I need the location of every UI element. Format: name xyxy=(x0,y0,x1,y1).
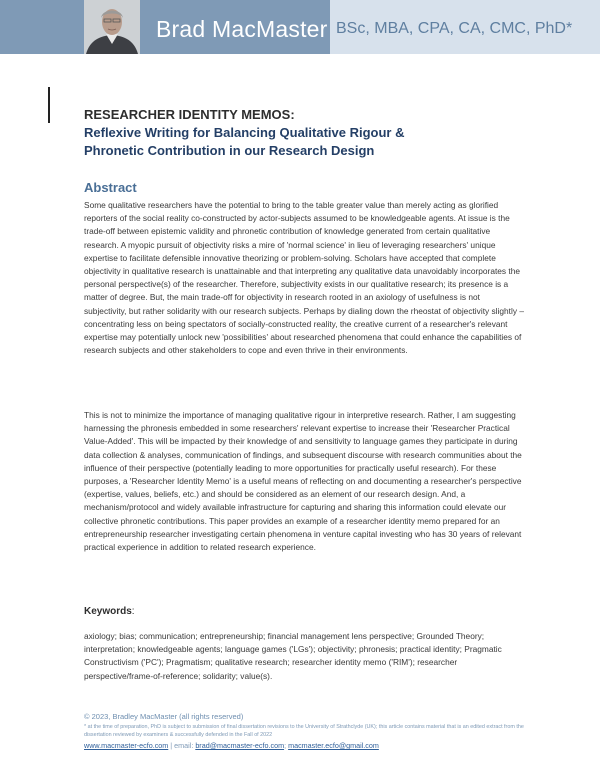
email-link-secondary[interactable]: macmaster.ecfo@gmail.com xyxy=(288,741,379,751)
contact-links xyxy=(84,741,524,751)
keywords-colon: : xyxy=(131,606,135,617)
header-name-band xyxy=(0,0,330,54)
title-subtitle-line-2: Phronetic Contribution in our Research Design xyxy=(84,143,375,158)
footnote: * at the time of preparation, PhD is subject to submission of final dissertation revisions to the University of Strathclyde (UK); this article contains material that is an edited extract from the dissertation reviewed by examiners & successfully defended in the Fall of 2022 xyxy=(84,724,524,739)
author-portrait-image xyxy=(84,0,140,54)
keywords-list: axiology; bias; communication; entrepreneurship; financial management lens perspective; Grounded Theory; interpretation; knowledgeable agents; language games ('LGs'); objectivity; phronesis; practical identity; Pragmatic Constructivism ('PC'); Pragmatism; qualitative research; researcher identity memo ('RIM'); researcher perspective/frame-of-reference; solidarity; value(s). xyxy=(84,631,502,681)
abstract-paragraph-1: Some qualitative researchers have the potential to bring to the table greater value than merely acting as glorified reporters of the social reality co-constructed by actor-subjects assumed to be knowledgeable agents. At issue is the trade-off between epistemic validity and phronetic contribution of knowledge generated from certain qualitative research. A myopic pursuit of objectivity risks a mire of 'normal science' in lieu of leveraging researchers' unique expertise to facilitate defensible innovative theorizing or problem-solving. Scholars have accepted that complete objectivity in qualitative research is unattainable and that interpreting any qualitative data unavoidably incorporates the personal perspective(s) of the researcher. Therefore, subjectivity exists in our qualitative research; its presence is a matter of degree. But, the main trade-off for objectivity in research rooted in an axiology of usefulness is not subjectivity, but rather solidarity with our research subjects. Perhaps by dialing down the rheostat of objectivity slightly – concentrating less on being spectators of socially-constructed reality, the creative current of a researcher's relevant expertise may potentially unlock new 'possibilities' about researched phenomena that could enhance the capabilities of research subjects and other stakeholders to cope and even thrive in their environments. xyxy=(84,200,524,356)
abstract-paragraph-2: This is not to minimize the importance of managing qualitative rigour in interpretive research. Rather, I am suggesting harnessing the phronesis embedded in some researchers' relevant expertise to increase their 'Researcher Practical Value-Added'. This will be impacted by their knowledge of and sensitivity to language games they participate in during data collection & analyses, communication of findings, and subsequent discourse with research communities about the influence of their perspective (potentially leading to more opportunities for practically useful research). For these purposes, a 'Researcher Identity Memo' is a useful means of reflecting on and documenting a researcher's perspective (expertise, values, beliefs, etc.) and should be considered as an element of our research design. And, a mechanism/protocol and widely available infrastructure for capturing and sharing this information could elevate our collective phronetic contributions. This paper provides an example of a researcher identity memo prepared for an entrepreneurship researcher investigating certain phenomena in venture capital investing who has 30 years of relevant practical experience in addition to related research experience. xyxy=(84,410,522,553)
title-subtitle-line-1: Reflexive Writing for Balancing Qualitative Rigour & xyxy=(84,125,405,140)
page-footer xyxy=(84,712,524,751)
email-link-primary[interactable]: brad@macmaster-ecfo.com xyxy=(195,741,285,751)
margin-marker xyxy=(48,87,50,123)
author-name: Brad MacMaster xyxy=(156,16,328,42)
copyright-notice: © 2023, Bradley MacMaster (all rights reserved) xyxy=(84,712,244,721)
author-credentials: BSc, MBA, CPA, CA, CMC, PhD* xyxy=(336,20,573,37)
page-header xyxy=(0,0,600,54)
keywords-label: Keywords xyxy=(84,606,132,617)
author-photo xyxy=(84,0,140,54)
abstract-heading: Abstract xyxy=(84,180,137,195)
email-separator: ; xyxy=(284,741,289,751)
title-main: RESEARCHER IDENTITY MEMOS: xyxy=(84,107,295,122)
contact-separator: | email: xyxy=(168,741,196,751)
website-link[interactable]: www.macmaster-ecfo.com xyxy=(84,741,169,751)
paper-title xyxy=(84,106,524,160)
keywords-heading xyxy=(84,606,135,617)
